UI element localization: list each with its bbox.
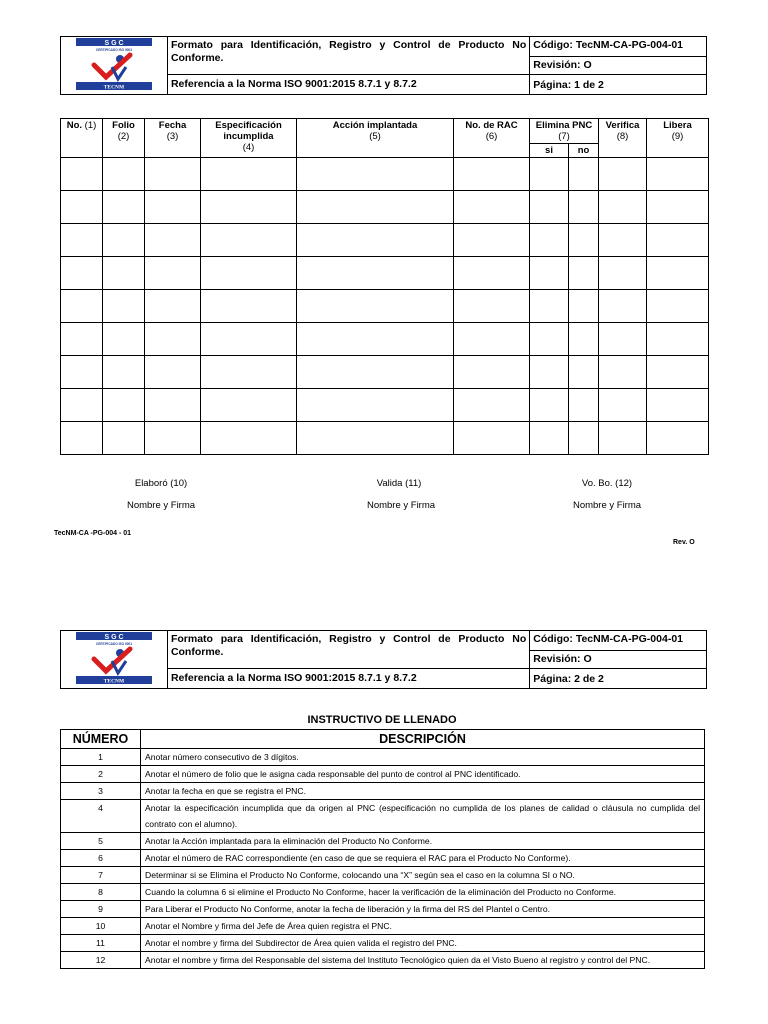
svg-text:CERTIFICADO ISO 9001: CERTIFICADO ISO 9001 xyxy=(95,642,133,646)
pnc-log-table xyxy=(60,118,709,455)
col-header-no-sub: no xyxy=(569,144,599,158)
col-header-rac: No. de RAC (6) xyxy=(454,119,530,158)
log-row xyxy=(61,191,709,224)
col-header-folio: Folio (2) xyxy=(103,119,145,158)
form-revision: Revisión: O xyxy=(530,651,707,669)
log-cell[interactable] xyxy=(530,290,569,323)
log-cell[interactable] xyxy=(569,356,599,389)
form-title: Formato para Identificación, Registro y Control de Producto No Conforme. xyxy=(167,37,529,75)
footer-rev: Rev. O xyxy=(673,539,695,546)
col-header-numero: NÚMERO xyxy=(61,730,141,749)
log-cell[interactable] xyxy=(61,290,103,323)
log-cell[interactable] xyxy=(103,356,145,389)
svg-text:TECNM: TECNM xyxy=(103,678,125,685)
log-cell[interactable] xyxy=(61,191,103,224)
log-cell[interactable] xyxy=(599,191,647,224)
log-cell[interactable] xyxy=(201,389,297,422)
log-cell[interactable] xyxy=(454,290,530,323)
sgc-logo xyxy=(61,37,168,95)
log-cell[interactable] xyxy=(530,389,569,422)
instruction-row xyxy=(61,884,705,901)
instruction-description: Anotar número consecutivo de 3 dígitos. xyxy=(141,749,705,766)
log-cell[interactable] xyxy=(297,389,454,422)
instruction-description: Anotar la especificación incumplida que da origen al PNC (especificación no cumplida de los planes de calidad o cláusula no cumplida del contrato con el alumno). xyxy=(141,800,705,833)
log-cell[interactable] xyxy=(530,323,569,356)
log-cell[interactable] xyxy=(297,323,454,356)
col-header-descripcion: DESCRIPCIÓN xyxy=(141,730,705,749)
instruction-description: Cuando la columna 6 si elimine el Producto No Conforme, hacer la verificación de la eliminación del Producto no Conforme. xyxy=(141,884,705,901)
instruction-number: 8 xyxy=(61,884,141,901)
signature-vobo-name: Nombre y Firma xyxy=(572,500,642,511)
col-header-libera: Libera (9) xyxy=(647,119,709,158)
log-cell[interactable] xyxy=(145,158,201,191)
sgc-logo-icon xyxy=(74,631,154,685)
instruction-row xyxy=(61,749,705,766)
instruction-number: 4 xyxy=(61,800,141,833)
log-cell[interactable] xyxy=(61,356,103,389)
log-cell[interactable] xyxy=(103,290,145,323)
log-cell[interactable] xyxy=(145,224,201,257)
signature-valida-name: Nombre y Firma xyxy=(366,500,436,511)
instruction-number: 5 xyxy=(61,833,141,850)
instruction-description: Anotar el nombre y firma del Responsable del sistema del Instituto Tecnológico quien da el Visto Bueno al registro y control del PNC. xyxy=(141,952,705,969)
log-cell[interactable] xyxy=(145,389,201,422)
log-cell[interactable] xyxy=(454,323,530,356)
log-cell[interactable] xyxy=(297,191,454,224)
log-cell[interactable] xyxy=(297,224,454,257)
log-cell[interactable] xyxy=(647,356,709,389)
instruction-row xyxy=(61,901,705,918)
log-row xyxy=(61,422,709,455)
log-row xyxy=(61,389,709,422)
log-row xyxy=(61,257,709,290)
log-cell[interactable] xyxy=(530,191,569,224)
log-cell[interactable] xyxy=(647,389,709,422)
instruction-description: Anotar el Nombre y firma del Jefe de Área quien registra el PNC. xyxy=(141,918,705,935)
log-cell[interactable] xyxy=(61,422,103,455)
log-cell[interactable] xyxy=(61,323,103,356)
log-cell[interactable] xyxy=(103,389,145,422)
log-table-body xyxy=(61,158,709,455)
log-cell[interactable] xyxy=(530,422,569,455)
log-row xyxy=(61,224,709,257)
instruction-row xyxy=(61,935,705,952)
log-cell[interactable] xyxy=(647,290,709,323)
col-header-accion: Acción implantada (5) xyxy=(297,119,454,158)
log-cell[interactable] xyxy=(454,191,530,224)
log-cell[interactable] xyxy=(569,257,599,290)
form-page: Página: 1 de 2 xyxy=(530,75,707,95)
form-reference: Referencia a la Norma ISO 9001:2015 8.7.1 y 8.7.2 xyxy=(167,669,529,689)
instruction-description: Anotar la Acción implantada para la eliminación del Producto No Conforme. xyxy=(141,833,705,850)
log-cell[interactable] xyxy=(145,191,201,224)
svg-text:S G C: S G C xyxy=(104,634,124,641)
instruction-row xyxy=(61,800,705,833)
log-row xyxy=(61,290,709,323)
log-cell[interactable] xyxy=(599,290,647,323)
log-cell[interactable] xyxy=(454,257,530,290)
instruction-row xyxy=(61,867,705,884)
log-cell[interactable] xyxy=(297,290,454,323)
signature-valida: Valida (11) xyxy=(376,478,422,489)
instructions-table xyxy=(60,729,705,969)
instruction-description: Anotar el número de folio que le asigna cada responsable del punto de control al PNC identificado. xyxy=(141,766,705,783)
instruction-row xyxy=(61,850,705,867)
log-cell[interactable] xyxy=(569,158,599,191)
log-cell[interactable] xyxy=(647,224,709,257)
instruction-number: 12 xyxy=(61,952,141,969)
signature-elaboro-name: Nombre y Firma xyxy=(126,500,196,511)
log-cell[interactable] xyxy=(61,224,103,257)
log-cell[interactable] xyxy=(454,422,530,455)
log-cell[interactable] xyxy=(599,257,647,290)
log-cell[interactable] xyxy=(145,323,201,356)
log-cell[interactable] xyxy=(201,323,297,356)
log-cell[interactable] xyxy=(201,158,297,191)
log-row xyxy=(61,356,709,389)
sgc-logo xyxy=(61,631,168,689)
log-cell[interactable] xyxy=(454,224,530,257)
log-cell[interactable] xyxy=(61,158,103,191)
signature-vobo: Vo. Bo. (12) xyxy=(581,478,633,489)
log-cell[interactable] xyxy=(454,356,530,389)
header-table-page-1 xyxy=(60,36,707,95)
col-header-verifica: Verifica (8) xyxy=(599,119,647,158)
log-cell[interactable] xyxy=(599,389,647,422)
log-cell[interactable] xyxy=(297,422,454,455)
log-cell[interactable] xyxy=(530,257,569,290)
log-cell[interactable] xyxy=(569,224,599,257)
instruction-number: 7 xyxy=(61,867,141,884)
log-cell[interactable] xyxy=(569,191,599,224)
svg-text:TECNM: TECNM xyxy=(103,84,125,91)
instructions-title: INSTRUCTIVO DE LLENADO xyxy=(307,714,457,726)
instruction-number: 10 xyxy=(61,918,141,935)
col-header-no: No. (1) xyxy=(61,119,103,158)
instruction-number: 2 xyxy=(61,766,141,783)
log-cell[interactable] xyxy=(569,389,599,422)
log-row xyxy=(61,323,709,356)
instructions-body xyxy=(61,749,705,969)
instruction-row xyxy=(61,783,705,800)
form-title: Formato para Identificación, Registro y Control de Producto No Conforme. xyxy=(167,631,529,669)
form-reference: Referencia a la Norma ISO 9001:2015 8.7.1 y 8.7.2 xyxy=(167,75,529,95)
log-cell[interactable] xyxy=(530,224,569,257)
log-cell[interactable] xyxy=(297,158,454,191)
log-cell[interactable] xyxy=(599,158,647,191)
log-cell[interactable] xyxy=(599,422,647,455)
form-code: Código: TecNM-CA-PG-004-01 xyxy=(530,631,707,651)
form-code: Código: TecNM-CA-PG-004-01 xyxy=(530,37,707,57)
log-cell[interactable] xyxy=(201,290,297,323)
log-cell[interactable] xyxy=(647,191,709,224)
log-cell[interactable] xyxy=(103,257,145,290)
log-cell[interactable] xyxy=(61,389,103,422)
log-cell[interactable] xyxy=(569,422,599,455)
signature-elaboro: Elaboró (10) xyxy=(134,478,188,489)
instruction-number: 6 xyxy=(61,850,141,867)
log-cell[interactable] xyxy=(103,422,145,455)
log-cell[interactable] xyxy=(61,257,103,290)
form-revision: Revisión: O xyxy=(530,57,707,75)
log-cell[interactable] xyxy=(647,323,709,356)
log-cell[interactable] xyxy=(599,224,647,257)
log-cell[interactable] xyxy=(599,356,647,389)
col-header-elimina: Elimina PNC (7) xyxy=(530,119,599,144)
instruction-row xyxy=(61,918,705,935)
form-page: Página: 2 de 2 xyxy=(530,669,707,689)
header-table-page-2 xyxy=(60,630,707,689)
log-row xyxy=(61,158,709,191)
log-cell[interactable] xyxy=(145,290,201,323)
instruction-number: 1 xyxy=(61,749,141,766)
instruction-description: Para Liberar el Producto No Conforme, anotar la fecha de liberación y la firma del RS del Plantel o Centro. xyxy=(141,901,705,918)
sgc-logo-icon xyxy=(74,37,154,91)
log-cell[interactable] xyxy=(145,356,201,389)
log-cell[interactable] xyxy=(297,356,454,389)
log-cell[interactable] xyxy=(647,257,709,290)
col-header-si: si xyxy=(530,144,569,158)
log-cell[interactable] xyxy=(145,257,201,290)
log-cell[interactable] xyxy=(145,422,201,455)
log-cell[interactable] xyxy=(201,191,297,224)
log-cell[interactable] xyxy=(297,257,454,290)
log-cell[interactable] xyxy=(647,422,709,455)
log-cell[interactable] xyxy=(530,158,569,191)
instruction-number: 3 xyxy=(61,783,141,800)
instruction-number: 9 xyxy=(61,901,141,918)
instruction-description: Determinar si se Elimina el Producto No Conforme, colocando una “X” según sea el caso en la columna SI o NO. xyxy=(141,867,705,884)
log-cell[interactable] xyxy=(569,323,599,356)
log-cell[interactable] xyxy=(569,290,599,323)
instruction-number: 11 xyxy=(61,935,141,952)
instruction-row xyxy=(61,952,705,969)
log-cell[interactable] xyxy=(103,158,145,191)
log-cell[interactable] xyxy=(647,158,709,191)
footer-code: TecNM-CA -PG-004 - 01 xyxy=(54,530,132,537)
svg-text:S G C: S G C xyxy=(104,40,124,47)
log-cell[interactable] xyxy=(201,422,297,455)
log-cell[interactable] xyxy=(201,224,297,257)
log-cell[interactable] xyxy=(599,323,647,356)
log-cell[interactable] xyxy=(454,158,530,191)
log-cell[interactable] xyxy=(103,191,145,224)
instruction-row xyxy=(61,766,705,783)
instruction-description: Anotar la fecha en que se registra el PNC. xyxy=(141,783,705,800)
log-cell[interactable] xyxy=(103,323,145,356)
svg-text:CERTIFICADO ISO 9001: CERTIFICADO ISO 9001 xyxy=(95,48,133,52)
instruction-description: Anotar el nombre y firma del Subdirector de Área quien valida el registro del PNC. xyxy=(141,935,705,952)
log-cell[interactable] xyxy=(454,389,530,422)
log-cell[interactable] xyxy=(201,356,297,389)
log-cell[interactable] xyxy=(530,356,569,389)
instruction-description: Anotar el número de RAC correspondiente (en caso de que se requiera el RAC para el Producto No Conforme). xyxy=(141,850,705,867)
instruction-row xyxy=(61,833,705,850)
log-cell[interactable] xyxy=(103,224,145,257)
col-header-fecha: Fecha (3) xyxy=(145,119,201,158)
col-header-especificacion: Especificación incumplida (4) xyxy=(201,119,297,158)
log-cell[interactable] xyxy=(201,257,297,290)
